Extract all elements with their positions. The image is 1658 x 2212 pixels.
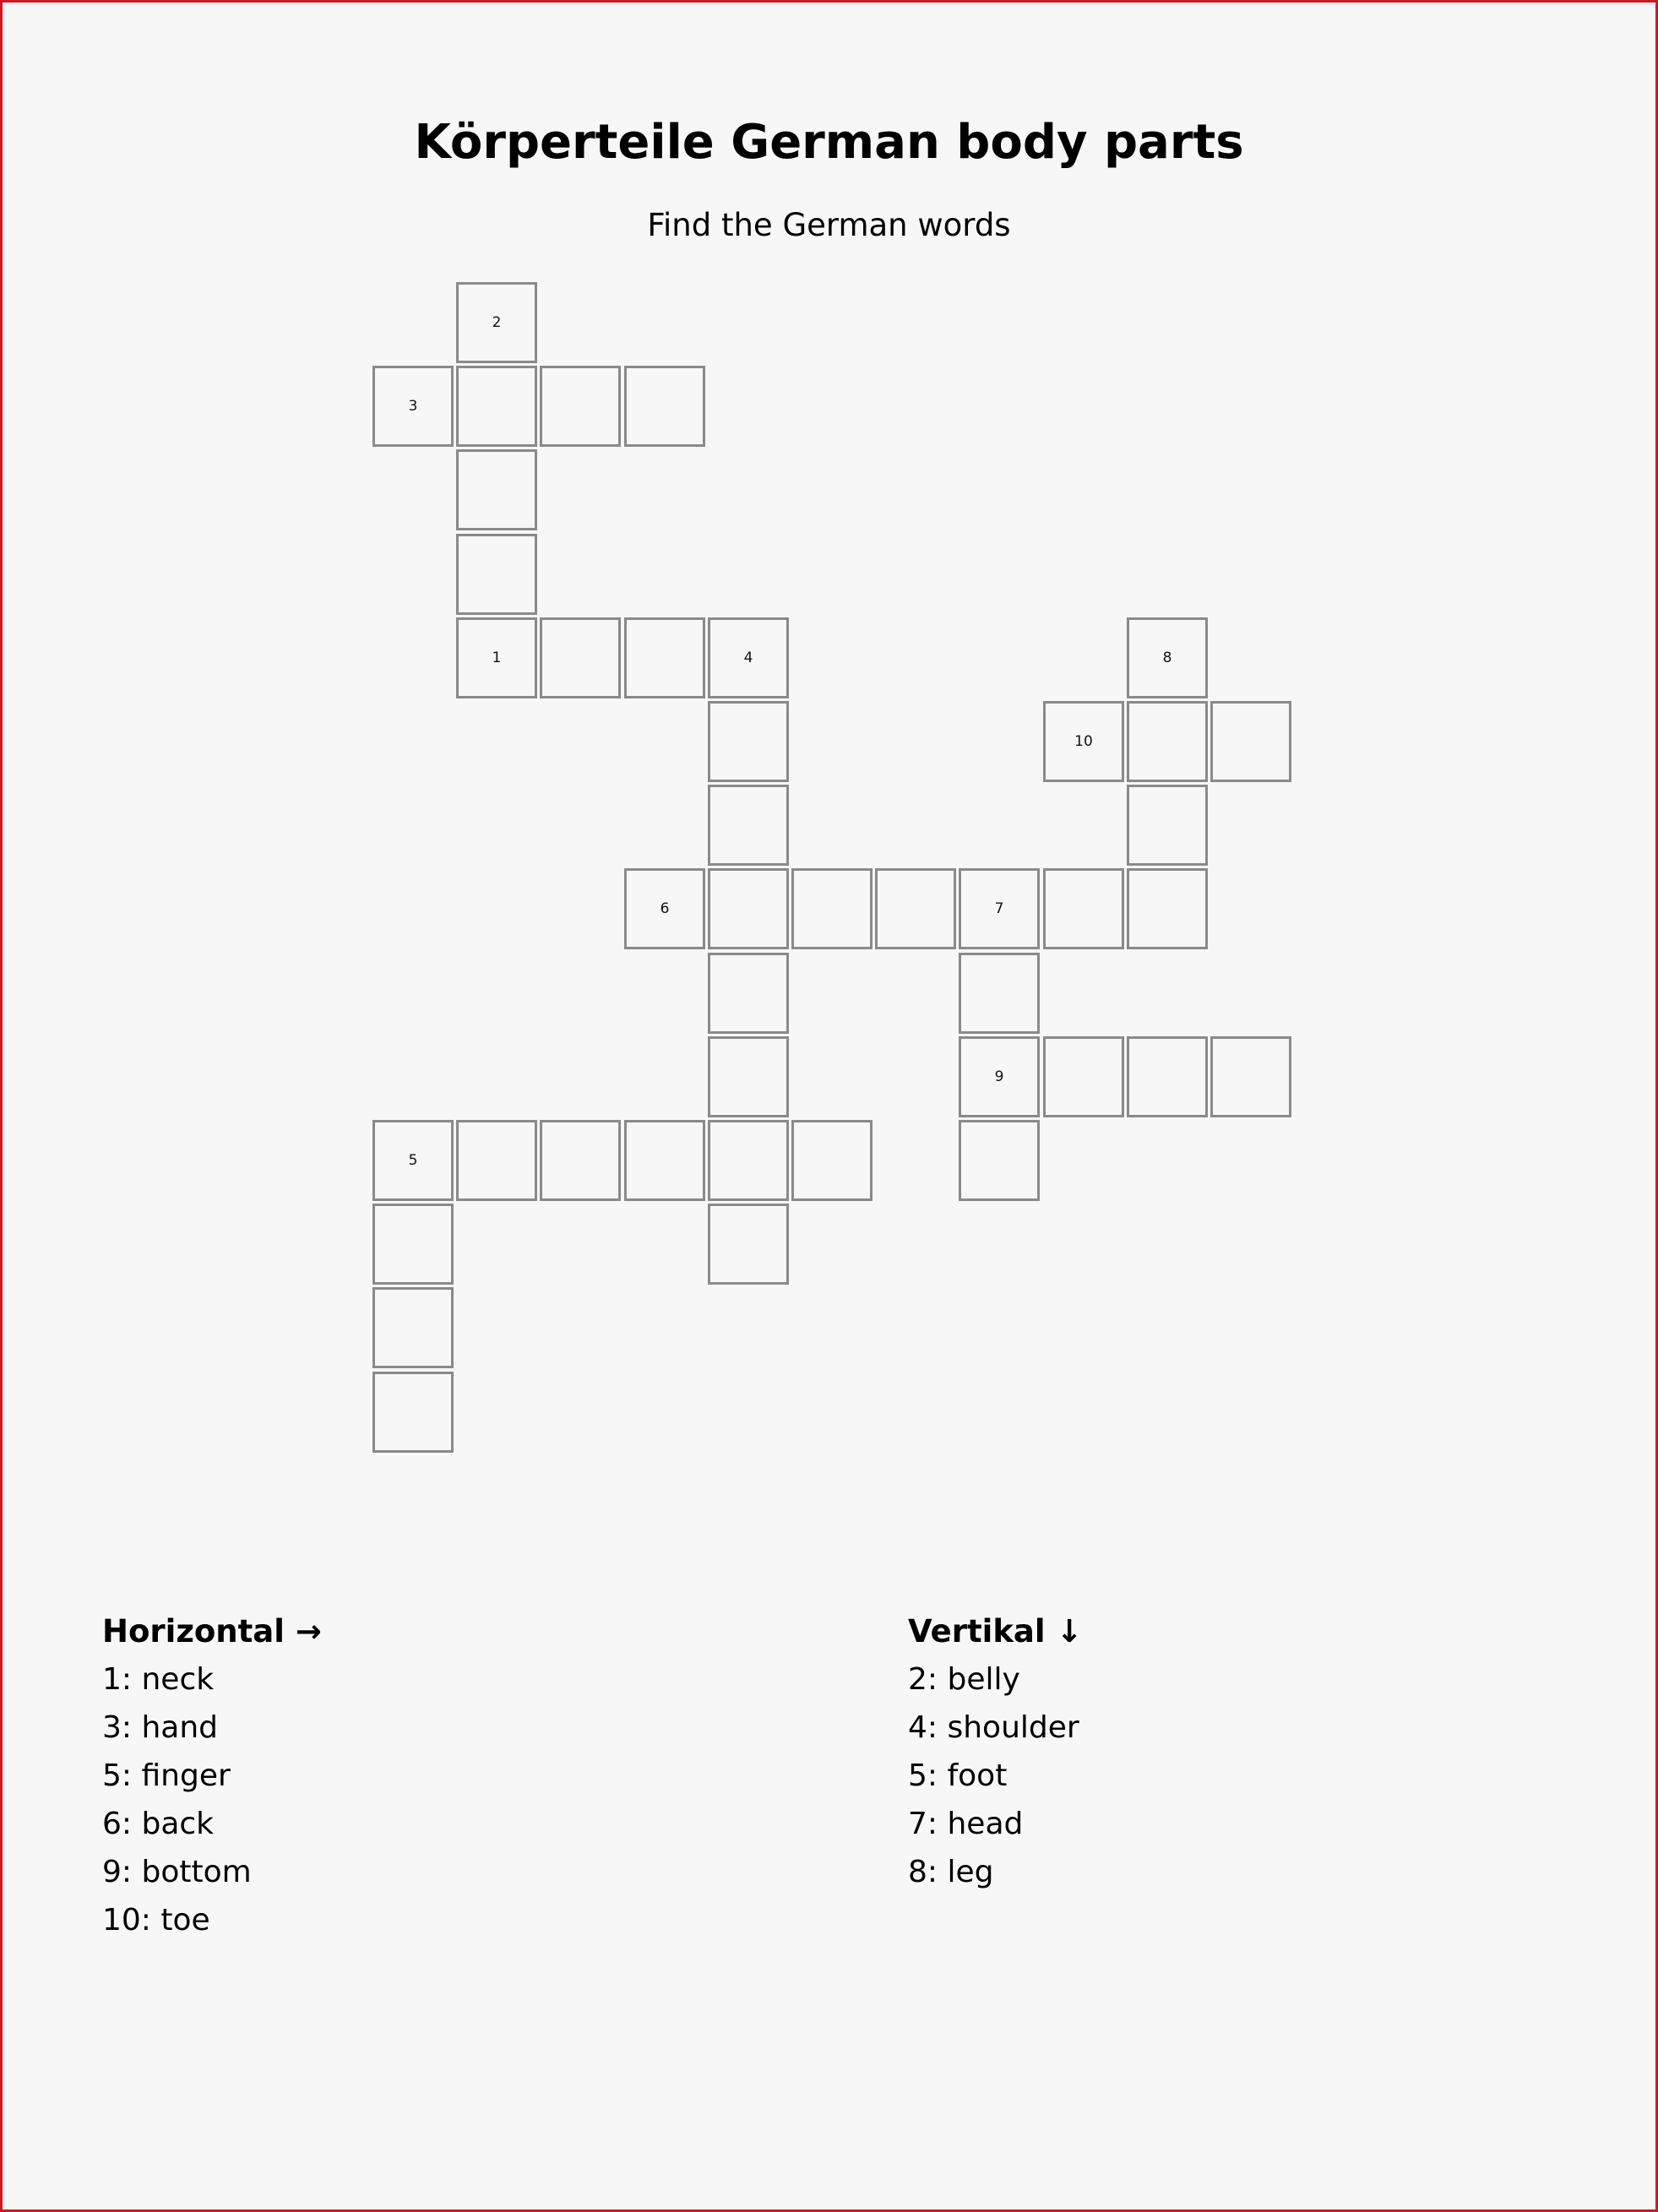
crossword-cell[interactable]	[540, 1120, 621, 1201]
crossword-cell[interactable]	[1043, 868, 1124, 949]
crossword-cell-numbered[interactable]	[1043, 701, 1124, 782]
crossword-cell-numbered[interactable]	[959, 1036, 1040, 1117]
crossword-cell[interactable]	[1127, 701, 1208, 782]
page-subtitle: Find the German words	[647, 207, 1011, 243]
clue-number: 5	[408, 1152, 418, 1169]
crossword-cell-numbered[interactable]	[456, 617, 537, 698]
crossword-cell[interactable]	[624, 366, 705, 447]
crossword-cell[interactable]	[708, 1036, 789, 1117]
crossword-cell[interactable]	[624, 1120, 705, 1201]
clue-item: 4: shoulder	[908, 1710, 1079, 1745]
crossword-cell[interactable]	[708, 1120, 789, 1201]
clue-number: 2	[492, 314, 502, 331]
crossword-cell[interactable]	[1210, 1036, 1291, 1117]
crossword-cell[interactable]	[1210, 701, 1291, 782]
clue-item: 5: finger	[102, 1758, 231, 1793]
crossword-cell[interactable]	[708, 785, 789, 866]
clue-item: 3: hand	[102, 1710, 219, 1745]
crossword-cell[interactable]	[540, 617, 621, 698]
crossword-cell-numbered[interactable]	[372, 1120, 454, 1201]
clue-number: 10	[1074, 733, 1093, 750]
crossword-cell[interactable]	[875, 868, 956, 949]
clue-item: 6: back	[102, 1807, 215, 1841]
clue-item: 1: neck	[102, 1662, 215, 1697]
clues-vertical-heading: Vertikal ↓	[908, 1613, 1083, 1649]
crossword-cell[interactable]	[959, 1120, 1040, 1201]
crossword-cell[interactable]	[791, 1120, 872, 1201]
crossword-cell[interactable]	[1127, 1036, 1208, 1117]
crossword-cell[interactable]	[372, 1372, 454, 1453]
crossword-cell-numbered[interactable]	[624, 868, 705, 949]
clue-number: 6	[660, 900, 670, 917]
crossword-cell-numbered[interactable]	[1127, 617, 1208, 698]
crossword-cell[interactable]	[540, 366, 621, 447]
crossword-cell[interactable]	[372, 1204, 454, 1285]
crossword-cell-numbered[interactable]	[456, 282, 537, 363]
crossword-cell[interactable]	[372, 1287, 454, 1368]
crossword-cell[interactable]	[708, 1204, 789, 1285]
crossword-cell[interactable]	[456, 449, 537, 530]
crossword-cell[interactable]	[456, 534, 537, 615]
clues-horizontal	[102, 1607, 322, 1944]
crossword-cell[interactable]	[456, 1120, 537, 1201]
clue-item: 9: bottom	[102, 1855, 252, 1889]
clue-number: 8	[1162, 649, 1172, 666]
crossword-cell[interactable]	[1043, 1036, 1124, 1117]
crossword-cell-numbered[interactable]	[372, 366, 454, 447]
crossword-cell[interactable]	[456, 366, 537, 447]
crossword-cell[interactable]	[708, 953, 789, 1034]
clue-number: 4	[743, 649, 753, 666]
clues-horizontal-heading: Horizontal →	[102, 1613, 322, 1649]
clues-vertical	[908, 1607, 1082, 1896]
crossword-cell[interactable]	[708, 701, 789, 782]
page-title: Körperteile German body parts	[414, 115, 1244, 170]
crossword-cell-numbered[interactable]	[708, 617, 789, 698]
clue-item: 2: belly	[908, 1662, 1020, 1697]
clue-item: 7: head	[908, 1807, 1024, 1841]
clue-item: 8: leg	[908, 1855, 994, 1889]
clue-number: 9	[994, 1068, 1004, 1085]
crossword-cell[interactable]	[708, 868, 789, 949]
clue-number: 1	[492, 649, 502, 666]
clue-number: 7	[994, 900, 1004, 917]
crossword-cell[interactable]	[1127, 785, 1208, 866]
clue-item: 10: toe	[102, 1903, 210, 1938]
crossword-cell[interactable]	[791, 868, 872, 949]
crossword-cell-numbered[interactable]	[959, 868, 1040, 949]
crossword-cell[interactable]	[1127, 868, 1208, 949]
clue-item: 5: foot	[908, 1758, 1008, 1793]
clue-number: 3	[408, 398, 418, 415]
crossword-cell[interactable]	[624, 617, 705, 698]
crossword-cell[interactable]	[959, 953, 1040, 1034]
